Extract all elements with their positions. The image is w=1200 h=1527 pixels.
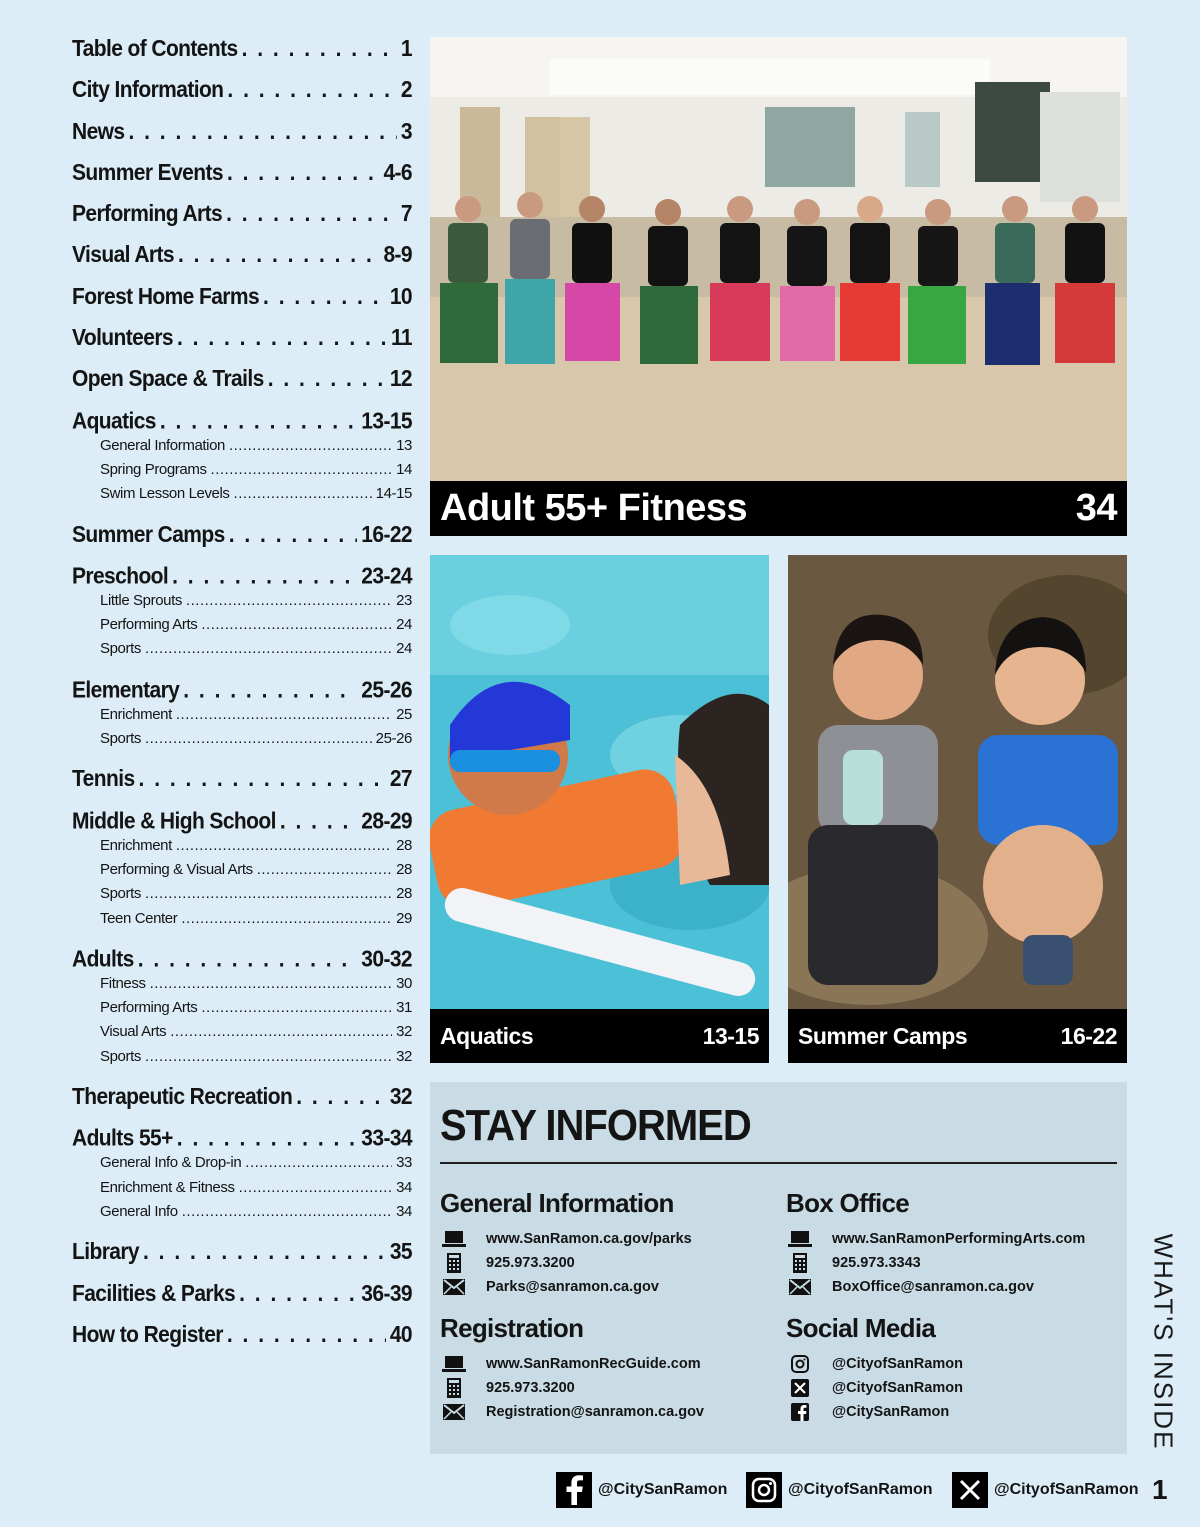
toc-entry-page: 2: [400, 77, 412, 103]
toc-entry[interactable]: [72, 678, 412, 707]
dot-leader: [176, 837, 392, 854]
toc-entry-page: 16-22: [361, 521, 412, 547]
aquatics-photo: [430, 555, 769, 1063]
envelope-icon: [442, 1277, 466, 1297]
dot-leader: [239, 1179, 393, 1196]
general-phone[interactable]: 925.973.3200: [486, 1255, 575, 1271]
dot-leader: [268, 367, 386, 393]
toc-sub-entry-label: Performing Arts: [100, 616, 198, 634]
toc-sub-entry-page: 29: [396, 909, 412, 927]
toc-entry-page: 4-6: [383, 160, 412, 186]
laptop-icon: [788, 1229, 812, 1249]
toc-entry[interactable]: [72, 325, 412, 370]
toc-entry-label: Summer Events: [72, 160, 223, 186]
toc-sub-entry-label: Performing Arts: [100, 999, 198, 1017]
dot-leader: [177, 325, 387, 351]
toc-entry-page: 23-24: [361, 563, 412, 589]
dot-leader: [128, 119, 396, 145]
dot-leader: [145, 885, 392, 902]
toc-sub-entry[interactable]: [72, 1023, 412, 1047]
toc-sub-entry-label: Enrichment: [100, 836, 172, 854]
toc-entry[interactable]: [72, 119, 412, 164]
toc-entry[interactable]: [72, 1240, 412, 1285]
dot-leader: [186, 592, 392, 609]
toc-entry-page: 12: [389, 366, 412, 392]
dot-leader: [172, 564, 357, 590]
toc-entry[interactable]: [72, 1322, 412, 1367]
dot-leader: [296, 1084, 386, 1110]
toc-entry-label: Visual Arts: [72, 242, 174, 268]
toc-sub-entry-label: Sports: [100, 730, 141, 748]
dot-leader: [263, 284, 386, 310]
toc-entry[interactable]: [72, 78, 412, 123]
dot-leader: [170, 1023, 392, 1040]
toc-entry-label: News: [72, 118, 125, 144]
toc-entry[interactable]: [72, 160, 412, 205]
toc-sub-entry-label: Fitness: [100, 974, 146, 992]
box-office-email-row: [786, 1275, 1116, 1299]
toc-entry-label: Adults: [72, 946, 134, 972]
divider: [440, 1162, 1117, 1164]
toc-sub-entry-label: Visual Arts: [100, 1023, 167, 1041]
toc-sub-entry-label: General Information: [100, 436, 225, 454]
toc-sub-entry-page: 25-26: [375, 730, 412, 748]
toc-sub-entry-label: Enrichment & Fitness: [100, 1178, 235, 1196]
toc-sub-entry[interactable]: [72, 706, 412, 730]
toc-entry-page: 13-15: [361, 408, 412, 434]
toc-entry-page: 1: [400, 36, 412, 62]
toc-sub-entry[interactable]: [72, 1203, 412, 1227]
toc-entry-label: Facilities & Parks: [72, 1280, 236, 1306]
toc-sub-entry-label: Teen Center: [100, 909, 178, 927]
toc-entry-page: 11: [391, 325, 412, 351]
toc-entry[interactable]: [72, 1281, 412, 1326]
toc-sub-entry[interactable]: [72, 461, 412, 485]
toc-entry-page: 7: [400, 201, 412, 227]
toc-sub-entry-page: 30: [396, 974, 412, 992]
toc-sub-entry-label: Little Sprouts: [100, 591, 182, 609]
table-of-contents: [72, 38, 412, 1365]
toc-sub-entry-page: 31: [396, 999, 412, 1017]
box-office-phone-row: [786, 1251, 1116, 1275]
box-office-email[interactable]: BoxOffice@sanramon.ca.gov: [832, 1279, 1034, 1295]
box-office-heading: Box Office: [786, 1188, 910, 1218]
kids-photo: [788, 555, 1127, 1009]
camps-page: 16-22: [1060, 1022, 1117, 1049]
dot-leader: [201, 999, 392, 1016]
box-office-phone[interactable]: 925.973.3343: [832, 1255, 921, 1271]
toc-sub-entry-page: 25: [396, 705, 412, 723]
toc-sub-entry[interactable]: [72, 616, 412, 640]
toc-sub-entry[interactable]: [72, 1048, 412, 1072]
instagram-icon: [746, 1472, 782, 1508]
toc-sub-entry-page: 13: [396, 436, 412, 454]
toc-sub-entry[interactable]: [72, 885, 412, 909]
general-phone-row: [440, 1251, 770, 1275]
x-icon: [952, 1472, 988, 1508]
social-x-handle[interactable]: @CityofSanRamon: [832, 1380, 963, 1396]
toc-sub-entry-page: 24: [396, 640, 412, 658]
toc-sub-entry-page: 24: [396, 616, 412, 634]
social-media-block: [786, 1313, 1116, 1424]
toc-sub-entry[interactable]: [72, 861, 412, 885]
dot-leader: [178, 243, 379, 269]
toc-sub-entry[interactable]: [72, 592, 412, 616]
dot-leader: [226, 202, 397, 228]
toc-entry-label: Tennis: [72, 766, 135, 792]
dot-leader: [227, 1322, 386, 1348]
registration-phone[interactable]: 925.973.3200: [486, 1380, 575, 1396]
social-facebook-row: [786, 1400, 1116, 1424]
toc-entry[interactable]: [72, 947, 412, 976]
toc-entry-page: 30-32: [361, 946, 412, 972]
aquatics-caption-bar: [430, 1009, 769, 1063]
toc-entry-page: 25-26: [361, 677, 412, 703]
toc-entry-label: Middle & High School: [72, 808, 276, 834]
toc-entry-label: Open Space & Trails: [72, 366, 264, 392]
general-web-row: [440, 1227, 770, 1251]
toc-entry-label: City Information: [72, 77, 224, 103]
toc-entry-page: 3: [400, 118, 412, 144]
footer-facebook-handle: @CitySanRamon: [598, 1481, 728, 1498]
toc-entry-page: 27: [389, 766, 412, 792]
toc-sub-entry[interactable]: [72, 730, 412, 754]
dot-leader: [280, 809, 357, 835]
registration-email[interactable]: Registration@sanramon.ca.gov: [486, 1404, 704, 1420]
toc-sub-entry-label: Sports: [100, 1047, 141, 1065]
envelope-icon: [442, 1402, 466, 1422]
social-x-row: [786, 1376, 1116, 1400]
toc-spacer: [72, 934, 412, 948]
social-instagram-row: [786, 1352, 1116, 1376]
social-facebook-handle[interactable]: @CitySanRamon: [832, 1404, 950, 1420]
toc-sub-entry-page: 14: [396, 460, 412, 478]
dot-leader: [242, 36, 397, 62]
whats-inside-label: WHAT'S INSIDE: [1148, 1233, 1179, 1451]
hero-photo-adult-fitness: [430, 37, 1127, 536]
dot-leader: [229, 437, 392, 454]
facebook-icon: [788, 1402, 812, 1422]
summer-camps-photo: [788, 555, 1127, 1063]
facebook-icon: [556, 1472, 592, 1508]
toc-sub-entry-page: 32: [396, 1023, 412, 1041]
footer-facebook[interactable]: [556, 1472, 727, 1508]
dot-leader: [177, 1126, 357, 1152]
hero-caption-bar: [430, 481, 1127, 536]
dot-leader: [138, 947, 358, 973]
toc-sub-entry-page: 32: [396, 1047, 412, 1065]
general-information-block: [440, 1188, 770, 1299]
toc-entry[interactable]: [72, 767, 412, 812]
phone-icon: [788, 1253, 812, 1273]
aquatics-title: Aquatics: [440, 1022, 534, 1049]
social-instagram-handle[interactable]: @CityofSanRamon: [832, 1356, 963, 1372]
dot-leader: [227, 160, 380, 186]
toc-entry-label: How to Register: [72, 1322, 223, 1347]
toc-entry-page: 32: [389, 1084, 412, 1110]
general-email[interactable]: Parks@sanramon.ca.gov: [486, 1279, 659, 1295]
toc-entry[interactable]: [72, 284, 412, 329]
toc-sub-entry-page: 33: [396, 1154, 412, 1172]
phone-icon: [442, 1378, 466, 1398]
hero-title: Adult 55+ Fitness: [440, 487, 748, 529]
toc-sub-entry-page: 28: [396, 836, 412, 854]
toc-entry-label: Performing Arts: [72, 201, 223, 227]
laptop-icon: [442, 1354, 466, 1374]
toc-entry-page: 28-29: [361, 808, 412, 834]
toc-sub-entry-label: Sports: [100, 640, 141, 658]
registration-email-row: [440, 1400, 770, 1424]
footer-instagram[interactable]: [746, 1472, 933, 1508]
dot-leader: [139, 767, 386, 793]
toc-entry[interactable]: [72, 36, 412, 81]
stay-informed-panel: [430, 1082, 1127, 1454]
box-office-web-row: [786, 1227, 1116, 1251]
toc-entry-label: Library: [72, 1239, 139, 1265]
toc-entry-page: 8-9: [383, 242, 412, 268]
page-number: 1: [1152, 1474, 1168, 1505]
toc-entry-page: 10: [389, 284, 412, 309]
toc-sub-entry-page: 34: [396, 1202, 412, 1220]
dot-leader: [201, 616, 392, 633]
dot-leader: [145, 1048, 392, 1065]
toc-sub-entry[interactable]: [72, 1154, 412, 1178]
toc-entry[interactable]: [72, 809, 412, 838]
dot-leader: [227, 78, 397, 104]
dot-leader: [145, 730, 372, 747]
camps-caption-bar: [788, 1009, 1127, 1063]
toc-entry-page: 35: [389, 1239, 412, 1265]
toc-sub-entry[interactable]: [72, 975, 412, 999]
toc-sub-entry[interactable]: [72, 837, 412, 861]
footer-social-bar: [556, 1472, 1146, 1508]
toc-entry[interactable]: [72, 1126, 412, 1155]
toc-sub-entry-label: Swim Lesson Levels: [100, 485, 230, 503]
x-icon: [788, 1378, 812, 1398]
dot-leader: [239, 1281, 357, 1307]
dot-leader: [181, 910, 392, 927]
toc-entry-label: Preschool: [72, 563, 169, 589]
toc-entry-label: Therapeutic Recreation: [72, 1084, 293, 1110]
toc-sub-entry[interactable]: [72, 437, 412, 461]
toc-entry-label: Adults 55+: [72, 1126, 173, 1152]
hula-dancers-photo: [430, 37, 1127, 481]
toc-sub-entry[interactable]: [72, 999, 412, 1023]
dot-leader: [211, 461, 393, 478]
toc-entry[interactable]: [72, 202, 412, 247]
footer-x-handle: @CityofSanRamon: [994, 1481, 1139, 1498]
dot-leader: [183, 678, 357, 704]
toc-sub-entry-label: Performing & Visual Arts: [100, 860, 253, 878]
dot-leader: [160, 409, 357, 435]
general-web-link[interactable]: www.SanRamon.ca.gov/parks: [486, 1231, 692, 1247]
social-media-heading: Social Media: [786, 1313, 936, 1343]
toc-entry[interactable]: [72, 243, 412, 288]
box-office-block: [786, 1188, 1116, 1299]
toc-sub-entry-page: 28: [396, 860, 412, 878]
dot-leader: [143, 1240, 386, 1266]
toc-entry-label: Table of Contents: [72, 36, 238, 62]
stay-informed-title: STAY INFORMED: [440, 1102, 751, 1150]
toc-entry[interactable]: [72, 1084, 412, 1129]
toc-entry-page: 33-34: [361, 1126, 412, 1152]
toc-entry-page: 36-39: [361, 1280, 412, 1306]
toc-entry-label: Forest Home Farms: [72, 284, 260, 309]
toc-sub-entry-label: Spring Programs: [100, 460, 207, 478]
toc-sub-entry-page: 14-15: [375, 485, 412, 503]
dot-leader: [229, 522, 358, 548]
toc-sub-entry-label: Enrichment: [100, 705, 172, 723]
laptop-icon: [442, 1229, 466, 1249]
registration-block: [440, 1313, 770, 1424]
toc-entry-label: Volunteers: [72, 325, 173, 351]
footer-x[interactable]: [952, 1472, 1139, 1508]
registration-web-link[interactable]: www.SanRamonRecGuide.com: [486, 1356, 701, 1372]
dot-leader: [245, 1154, 392, 1171]
toc-sub-entry-page: 28: [396, 885, 412, 903]
toc-entry[interactable]: [72, 367, 412, 412]
dot-leader: [176, 706, 392, 723]
instagram-icon: [788, 1354, 812, 1374]
toc-sub-entry[interactable]: [72, 910, 412, 934]
dot-leader: [150, 975, 393, 992]
toc-spacer: [72, 665, 412, 679]
footer-instagram-handle: @CityofSanRamon: [788, 1481, 933, 1498]
toc-entry-label: Elementary: [72, 677, 180, 703]
toc-entry[interactable]: [72, 564, 412, 593]
toc-sub-entry[interactable]: [72, 485, 412, 509]
camps-title: Summer Camps: [798, 1022, 968, 1049]
general-information-heading: General Information: [440, 1188, 674, 1218]
aquatics-page: 13-15: [702, 1022, 759, 1049]
toc-sub-entry-label: Sports: [100, 885, 141, 903]
toc-sub-entry[interactable]: [72, 1179, 412, 1203]
dot-leader: [145, 640, 392, 657]
swimmer-photo: [430, 555, 769, 1009]
dot-leader: [182, 1203, 392, 1220]
dot-leader: [234, 485, 372, 502]
toc-sub-entry-label: General Info & Drop-in: [100, 1154, 242, 1172]
toc-sub-entry-label: General Info: [100, 1202, 178, 1220]
envelope-icon: [788, 1277, 812, 1297]
toc-sub-entry-page: 23: [396, 591, 412, 609]
toc-entry[interactable]: [72, 409, 412, 438]
toc-sub-entry[interactable]: [72, 640, 412, 664]
box-office-web-link[interactable]: www.SanRamonPerformingArts.com: [832, 1231, 1086, 1247]
hero-page: 34: [1075, 487, 1117, 529]
registration-heading: Registration: [440, 1313, 584, 1343]
general-email-row: [440, 1275, 770, 1299]
toc-entry[interactable]: [72, 522, 412, 567]
toc-entry-label: Aquatics: [72, 408, 156, 434]
dot-leader: [257, 861, 392, 878]
toc-entry-page: 40: [389, 1322, 412, 1347]
phone-icon: [442, 1253, 466, 1273]
registration-web-row: [440, 1352, 770, 1376]
registration-phone-row: [440, 1376, 770, 1400]
toc-entry-label: Summer Camps: [72, 521, 225, 547]
toc-sub-entry-page: 34: [396, 1178, 412, 1196]
